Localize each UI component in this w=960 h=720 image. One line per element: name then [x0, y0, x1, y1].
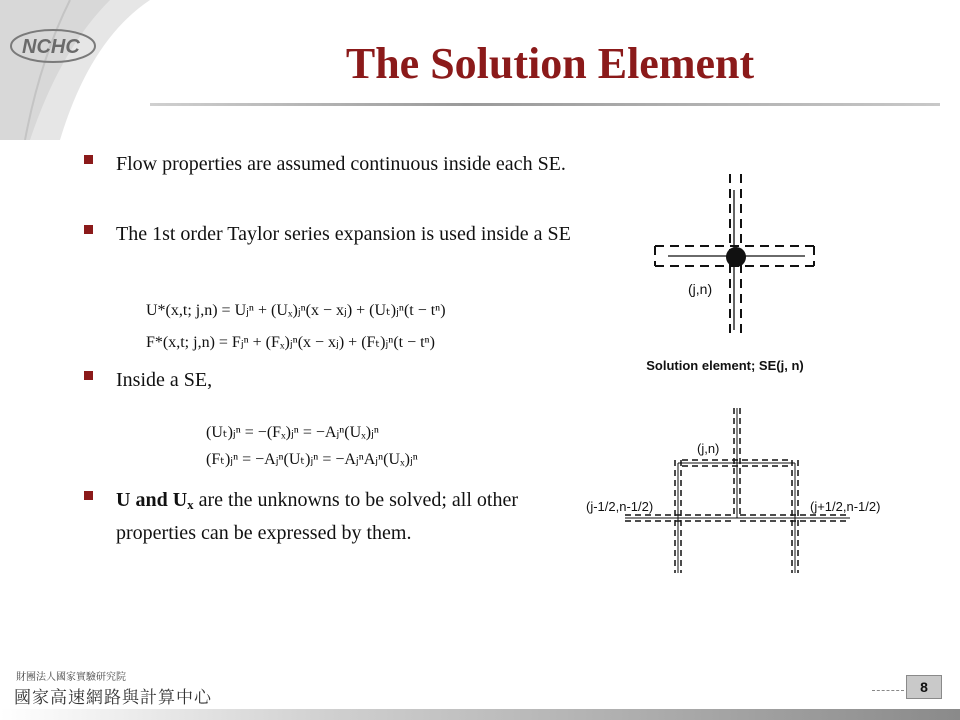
title-divider	[150, 103, 940, 106]
equation-taylor-u: U*(x,t; j,n) = Uⱼⁿ + (Uₓ)ⱼⁿ(x − xⱼ) + (Uₜ)ⱼⁿ(t − tⁿ)	[146, 302, 446, 319]
page-number: 8	[906, 675, 942, 699]
bullet-text: Flow properties are assumed continuous inside each SE.	[116, 153, 566, 175]
bullet-subscript: x	[187, 497, 194, 512]
solution-element-diagram	[580, 160, 910, 590]
page-number-leader	[872, 690, 904, 691]
equation-ft: (Fₜ)ⱼⁿ = −Aⱼⁿ(Uₜ)ⱼⁿ = −AⱼⁿAⱼⁿ(Uₓ)ⱼⁿ	[206, 451, 418, 468]
nchc-logo	[8, 26, 98, 66]
logo-text: NCHC	[22, 36, 80, 58]
bullet-marker	[84, 225, 93, 234]
bullet-text: Inside a SE,	[116, 369, 213, 391]
diagram-caption: Solution element; SE(j, n)	[646, 358, 804, 373]
left-point-label: (j-1/2,n-1/2)	[586, 499, 654, 514]
bullet-text-part: are the unknowns to be solved; all other properties can be expressed by them.	[116, 489, 519, 544]
equation-ut: (Uₜ)ⱼⁿ = −(Fₓ)ⱼⁿ = −Aⱼⁿ(Uₓ)ⱼⁿ	[206, 424, 379, 441]
right-point-label: (j+1/2,n-1/2)	[810, 499, 881, 514]
top-mesh-point-label: (j,n)	[688, 281, 713, 297]
equation-taylor-f: F*(x,t; j,n) = Fⱼⁿ + (Fₓ)ⱼⁿ(x − xⱼ) + (Fₜ)ⱼⁿ(t − tⁿ)	[146, 334, 435, 351]
footer-bar	[0, 709, 960, 720]
bullet-text-part: U and U	[116, 489, 188, 511]
bullet-text: The 1st order Taylor series expansion is used inside a SE	[116, 223, 571, 245]
ce-mesh-axes	[625, 408, 850, 573]
org-name-line2: 國家高速網路與計算中心	[14, 688, 212, 708]
org-name-line1: 財團法人國家實驗研究院	[16, 672, 126, 683]
bullet-marker	[84, 491, 93, 500]
slide-title: The Solution Element	[345, 39, 755, 88]
bullet-text	[116, 486, 576, 548]
bullet-marker	[84, 155, 93, 164]
mesh-point-dot	[726, 247, 746, 267]
center-point-label: (j,n)	[697, 441, 720, 456]
corner-swoosh-decoration	[0, 0, 200, 140]
bullet-marker	[84, 371, 93, 380]
